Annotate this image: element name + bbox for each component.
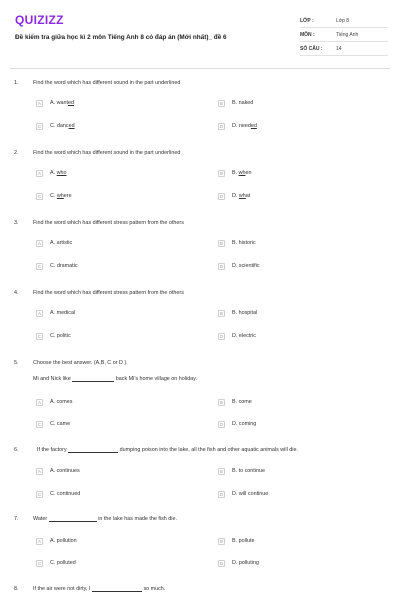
option-letter-box[interactable]: C: [37, 263, 42, 269]
answer-blank: [68, 447, 118, 453]
option-letter-box[interactable]: A: [36, 240, 43, 247]
option-label: D. what: [232, 193, 251, 199]
question-text: Find the word which has different sound in the part underlined: [33, 80, 181, 86]
option-b[interactable]: [218, 308, 257, 318]
option-letter-box[interactable]: D: [219, 560, 224, 566]
option-d[interactable]: [218, 558, 259, 568]
option-letter-box[interactable]: B: [218, 468, 225, 475]
option-label: B. pollute: [232, 538, 255, 544]
option-c[interactable]: [36, 419, 70, 429]
option-letter-box[interactable]: D: [219, 123, 224, 129]
option-c[interactable]: [36, 191, 72, 201]
option-d[interactable]: [218, 331, 256, 341]
option-label: A. continues: [50, 468, 80, 474]
option-a[interactable]: [36, 168, 66, 178]
option-letter-box[interactable]: D: [219, 193, 224, 199]
question-number: 6.: [14, 447, 19, 453]
option-letter-box[interactable]: C: [37, 560, 42, 566]
meta-table: [300, 14, 388, 56]
option-letter-box[interactable]: D: [219, 421, 224, 427]
question-text: Find the word which has different stress pattern from the others: [33, 220, 184, 226]
question-text: If the factory dumping poison into the lake, all the fish and other aquatic animals will die.: [37, 447, 298, 453]
meta-value: 14: [336, 45, 342, 52]
option-label: C. polluted: [50, 560, 76, 566]
option-d[interactable]: [218, 261, 260, 271]
option-letter-box[interactable]: B: [218, 310, 225, 317]
meta-value: Lớp 8: [336, 17, 350, 24]
option-a[interactable]: [36, 98, 74, 108]
option-b[interactable]: [218, 536, 254, 546]
option-b[interactable]: [218, 238, 256, 248]
option-b[interactable]: [218, 397, 252, 407]
question-number: 2.: [14, 150, 19, 156]
option-label: B. historic: [232, 240, 256, 246]
option-letter-box[interactable]: B: [218, 399, 225, 406]
meta-key: MÔN :: [300, 31, 315, 38]
option-label: A. comes: [50, 399, 73, 405]
question-number: 4.: [14, 290, 19, 296]
option-letter-box[interactable]: C: [37, 491, 42, 497]
meta-row-subject: [300, 28, 388, 42]
option-label: C. where: [50, 193, 72, 199]
option-label: C. came: [50, 421, 71, 427]
option-a[interactable]: [36, 308, 75, 318]
option-label: A. who: [50, 170, 67, 176]
option-letter-box[interactable]: C: [37, 333, 42, 339]
option-label: B. hospital: [232, 310, 258, 316]
option-a[interactable]: [36, 238, 72, 248]
option-d[interactable]: [218, 489, 268, 499]
option-letter-box[interactable]: A: [36, 310, 43, 317]
option-a[interactable]: [36, 536, 77, 546]
question-number: 1.: [14, 80, 19, 86]
option-label: D. electric: [232, 333, 256, 339]
option-letter-box[interactable]: A: [36, 100, 43, 107]
question-sentence: Mi and Nick like back Mi's home village on holiday.: [33, 376, 197, 382]
option-label: A. artistic: [50, 240, 73, 246]
answer-blank: [49, 516, 97, 522]
question-number: 5.: [14, 360, 19, 366]
option-c[interactable]: [36, 489, 80, 499]
option-letter-box[interactable]: A: [36, 170, 43, 177]
option-label: D. scientific: [232, 263, 260, 269]
question-text: Choose the best answer. (A,B, C or D ).: [33, 360, 128, 366]
option-d[interactable]: [218, 191, 250, 201]
meta-row-grade: [300, 14, 388, 28]
option-d[interactable]: [218, 419, 256, 429]
option-letter-box[interactable]: C: [37, 193, 42, 199]
question-number: 3.: [14, 220, 19, 226]
option-c[interactable]: [36, 331, 71, 341]
option-label: A. medical: [50, 310, 76, 316]
option-label: A. wanted: [50, 100, 74, 106]
option-letter-box[interactable]: D: [219, 263, 224, 269]
meta-key: SỐ CÂU :: [300, 45, 323, 52]
answer-blank: [92, 586, 142, 592]
option-label: D. coming: [232, 421, 257, 427]
question-number: 7.: [14, 516, 19, 522]
option-b[interactable]: [218, 98, 253, 108]
option-label: D. polluting: [232, 560, 259, 566]
option-c[interactable]: [36, 558, 76, 568]
option-letter-box[interactable]: C: [37, 421, 42, 427]
option-letter-box[interactable]: B: [218, 240, 225, 247]
option-label: C. continued: [50, 491, 81, 497]
question-text: Find the word which has different sound in the part underlined: [33, 150, 181, 156]
option-a[interactable]: [36, 466, 80, 476]
option-c[interactable]: [36, 261, 78, 271]
option-b[interactable]: [218, 168, 252, 178]
option-a[interactable]: [36, 397, 72, 407]
worksheet-title: Đề kiểm tra giữa học kì 2 môn Tiếng Anh 8 có đáp án (Mới nhất)_ đề 6: [15, 34, 227, 41]
option-letter-box[interactable]: B: [218, 170, 225, 177]
option-label: C. politic: [50, 333, 71, 339]
meta-key: LỚP :: [300, 17, 314, 24]
option-label: D. needed: [232, 123, 257, 129]
question-number: 8.: [14, 586, 19, 592]
option-letter-box[interactable]: B: [218, 100, 225, 107]
option-letter-box[interactable]: A: [36, 538, 43, 545]
option-c[interactable]: [36, 121, 75, 131]
option-letter-box[interactable]: A: [36, 399, 43, 406]
meta-value: Tiếng Anh: [336, 31, 359, 38]
option-letter-box[interactable]: D: [219, 491, 224, 497]
option-letter-box[interactable]: A: [36, 468, 43, 475]
option-label: C. dramatic: [50, 263, 78, 269]
meta-row-count: [300, 42, 388, 56]
option-letter-box[interactable]: B: [218, 538, 225, 545]
question-text: If the air were not dirty, I so much.: [33, 586, 166, 592]
quizizz-logo: QUIZIZZ: [15, 13, 64, 27]
header-divider: [10, 68, 390, 69]
option-label: B. when: [232, 170, 252, 176]
option-label: C. danced: [50, 123, 75, 129]
question-text: Find the word which has different stress pattern from the others: [33, 290, 184, 296]
option-letter-box[interactable]: D: [219, 333, 224, 339]
answer-blank: [72, 376, 114, 382]
option-letter-box[interactable]: C: [37, 123, 42, 129]
option-d[interactable]: [218, 121, 257, 131]
question-text: Water in the lake has made the fish die.: [33, 516, 177, 522]
option-label: D. will continue: [232, 491, 269, 497]
option-b[interactable]: [218, 466, 265, 476]
option-label: B. to continue: [232, 468, 265, 474]
option-label: B. naked: [232, 100, 254, 106]
option-label: B. come: [232, 399, 252, 405]
option-label: A. pollution: [50, 538, 77, 544]
